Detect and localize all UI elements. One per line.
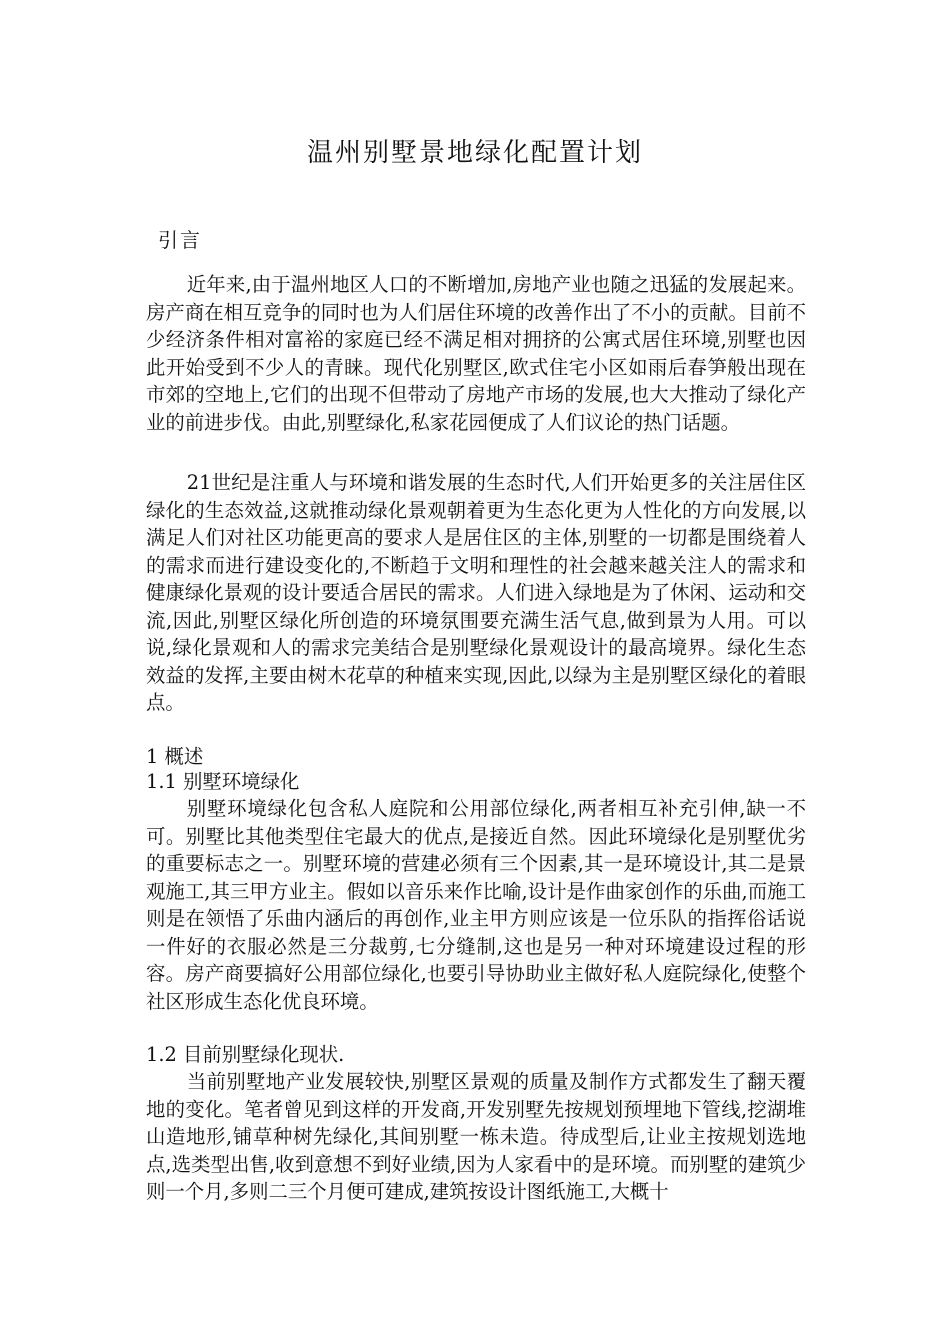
intro-paragraph-2: 21世纪是注重人与环境和谐发展的生态时代,人们开始更多的关注居住区绿化的生态效益,这就推动绿化景观朝着更为生态化更为人性化的方向发展,以满足人们对社区功能更高的要求人是居住区的主体,别墅的一切都是围绕着人的需求而进行建设变化的,不断趋于文明和理性的社会越来越关注人的需求和健康绿化景观的设计要适合居民的需求。人们进入绿地是为了休闲、运动和交流,因此,别墅区绿化所创造的环境氛围要充满生活气息,做到景为人用。可以说,绿化景观和人的需求完美结合是别墅绿化景观设计的最高境界。绿化生态效益的发挥,主要由树木花草的种植来实现,因此,以绿为主是别墅区绿化的着眼点。: [146, 471, 806, 714]
section-1-1-paragraph: 别墅环境绿化包含私人庭院和公用部位绿化,两者相互补充引伸,缺一不可。别墅比其他类型住宅最大的优点,是接近自然。因此环境绿化是别墅优劣的重要标志之一。别墅环境的营建必须有三个因素,其一是环境设计,其二是景观施工,其三甲方业主。假如以音乐来作比喻,设计是作曲家创作的乐曲,而施工则是在领悟了乐曲内涵后的再创作,业主甲方则应该是一位乐队的指挥俗话说一件好的衣服必然是三分裁剪,七分缝制,这也是另一种对环境建设过程的形容。房产商要搞好公用部位绿化,也要引导协助业主做好私人庭院绿化,使整个社区形成生态化优良环境。: [146, 797, 806, 1013]
intro-paragraph-1: 近年来,由于温州地区人口的不断增加,房地产业也随之迅猛的发展起来。房产商在相互竞争的同时也为人们居住环境的改善作出了不小的贡献。目前不少经济条件相对富裕的家庭已经不满足相对拥挤的公寓式居住环境,别墅也因此开始受到不少人的青睐。现代化别墅区,欧式住宅小区如雨后春笋般出现在市郊的空地上,它们的出现不但带动了房地产市场的发展,也大大推动了绿化产业的前进步伐。由此,别墅绿化,私家花园便成了人们议论的热门话题。: [146, 273, 806, 434]
intro-heading: 引言: [158, 228, 202, 252]
document-title: 温州别墅景地绿化配置计划: [306, 138, 643, 168]
section-1-heading: 1 概述: [146, 745, 204, 768]
section-1-1-heading: 1.1 别墅环境绿化: [146, 770, 300, 793]
section-1-2-paragraph: 当前别墅地产业发展较快,别墅区景观的质量及制作方式都发生了翻天覆地的变化。笔者曾见到这样的开发商,开发别墅先按规划预埋地下管线,挖湖堆山造地形,铺草种树先绿化,其间别墅一栋未造。待成型后,让业主按规划选地点,选类型出售,收到意想不到好业绩,因为人家看中的是环境。而别墅的建筑少则一个月,多则二三个月便可建成,建筑按设计图纸施工,大概十: [146, 1070, 806, 1203]
section-1-2-heading: 1.2 目前别墅绿化现状.: [146, 1043, 345, 1066]
